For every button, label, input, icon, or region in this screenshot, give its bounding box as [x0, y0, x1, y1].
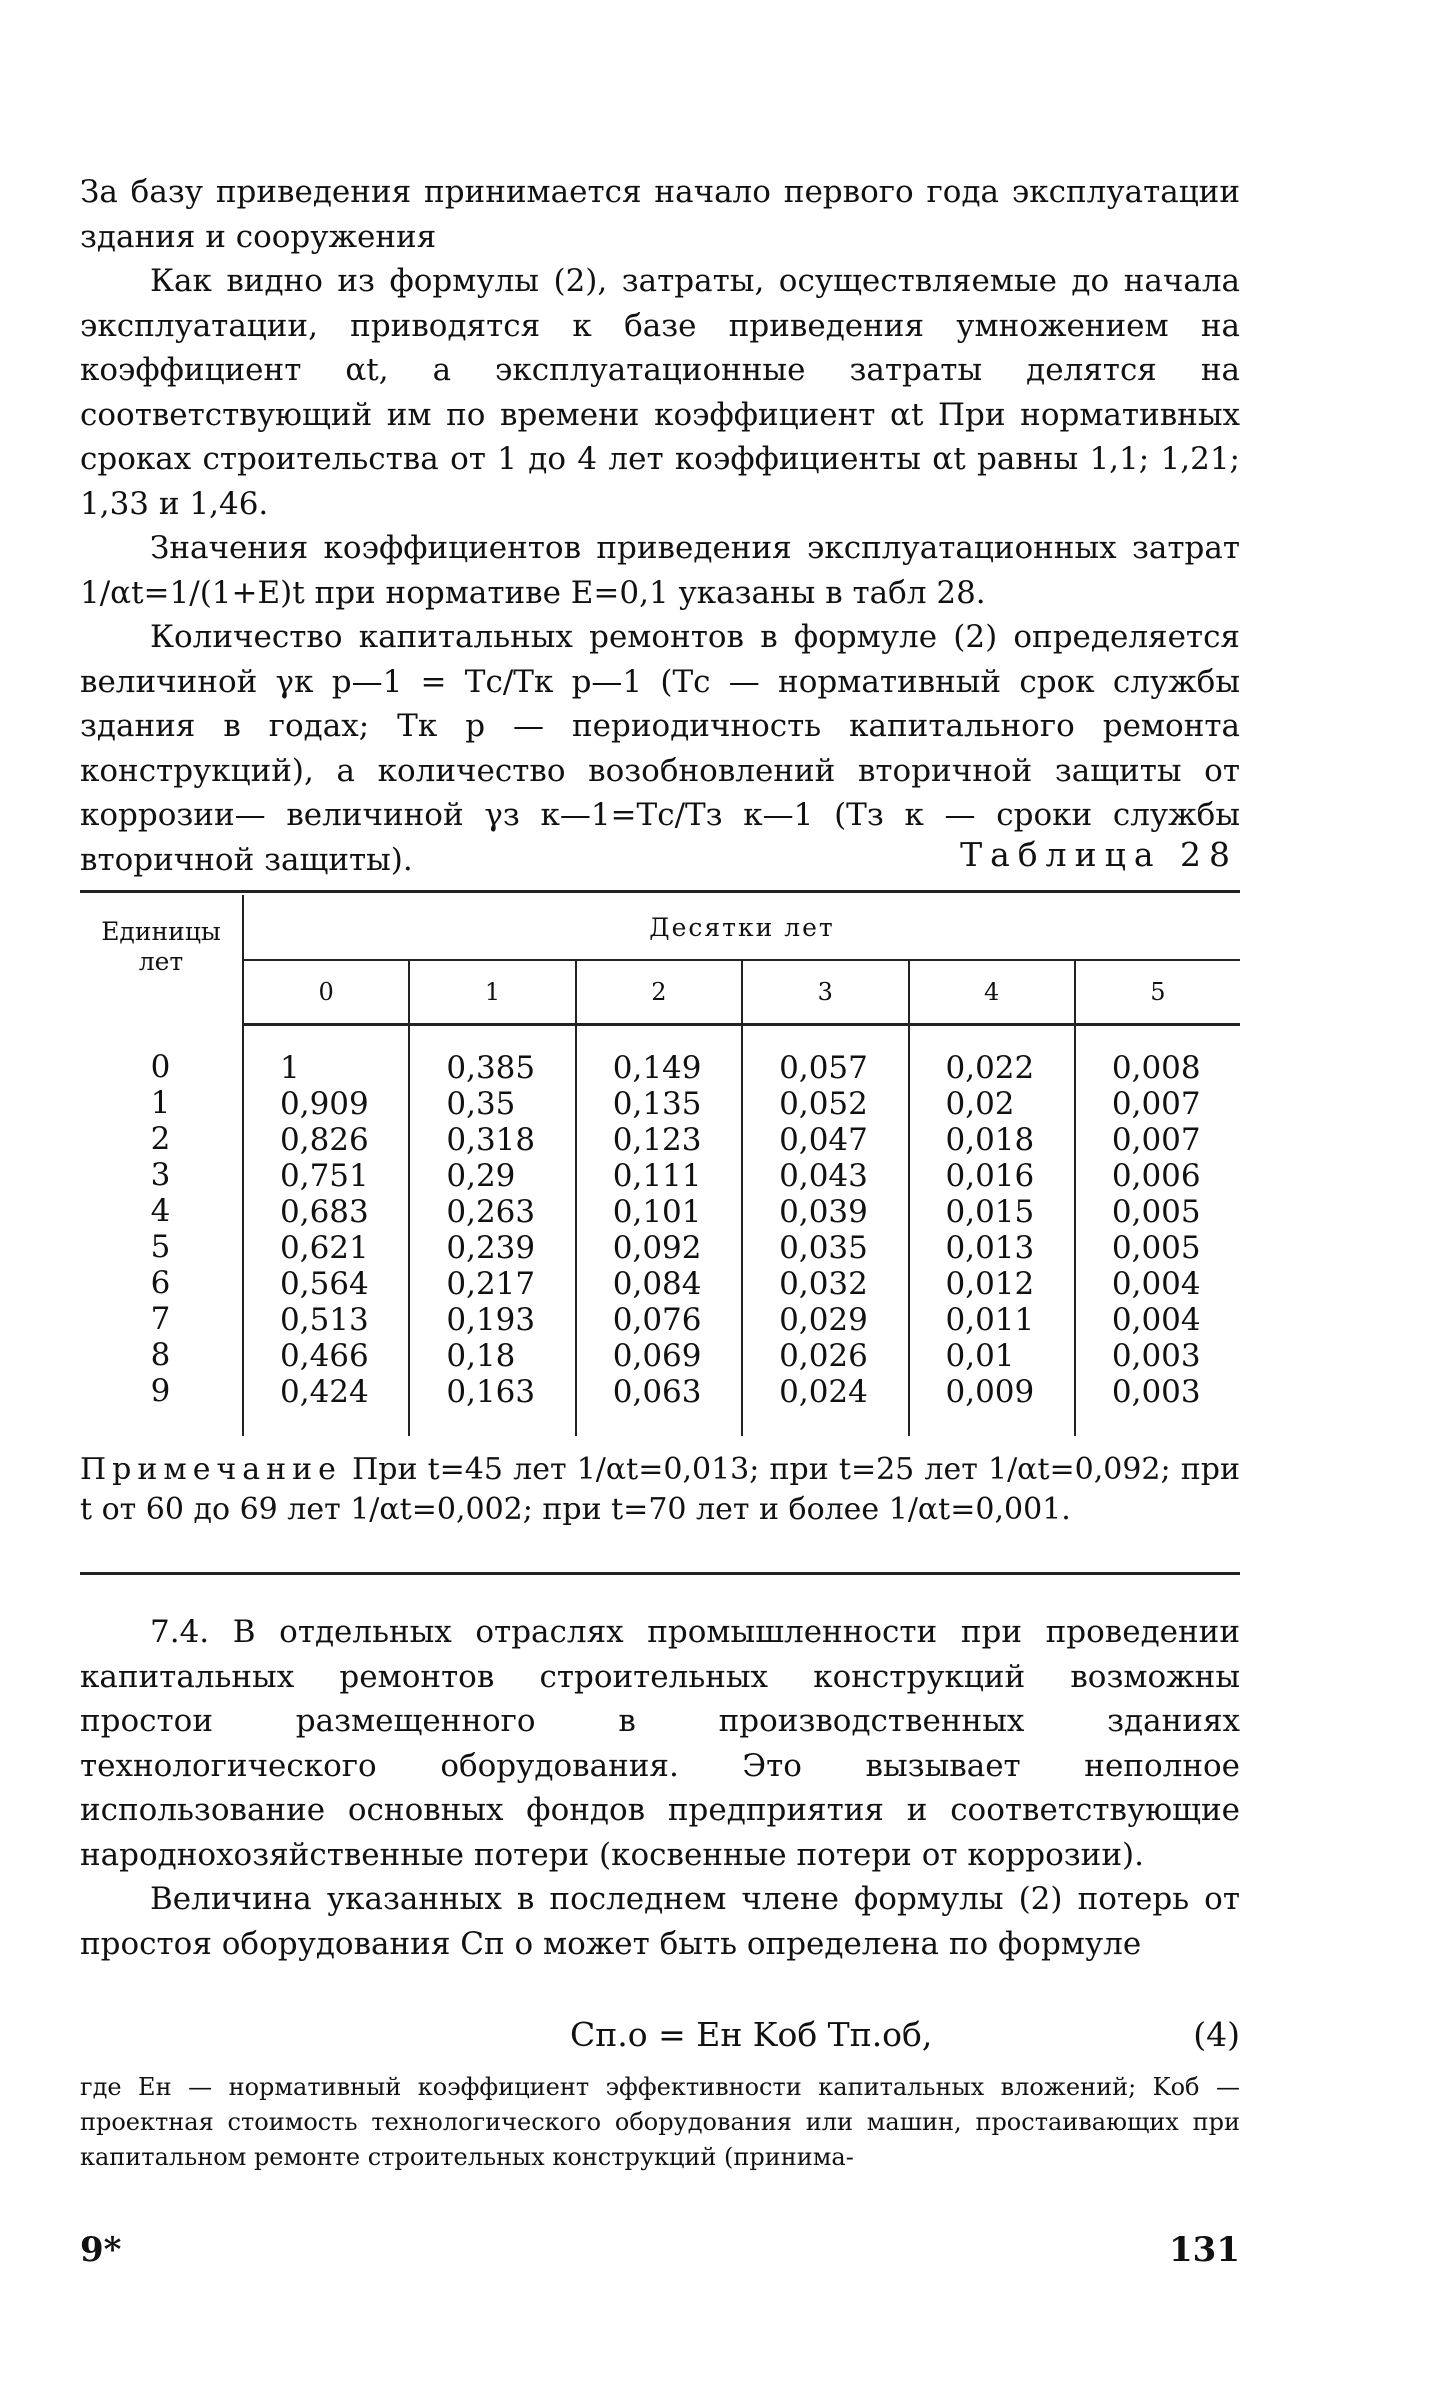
table-cell: 0,101	[612, 1194, 702, 1230]
text-top	[80, 170, 1240, 882]
table-cell: 0,047	[779, 1122, 868, 1158]
paragraph-6: Величина указанных в последнем члене формулы (2) потерь от простоя оборудования Cп о может быть определена по формуле	[80, 1881, 1240, 1962]
table-cell: 1	[280, 1050, 300, 1086]
table-cell: 0,039	[779, 1194, 868, 1230]
table-cell: 0,909	[280, 1086, 369, 1122]
table-cell: 0,032	[779, 1266, 868, 1302]
table-cell: 0,018	[945, 1122, 1035, 1158]
table-cell: 0,007	[1111, 1122, 1201, 1158]
table-cell: 0,013	[945, 1230, 1035, 1266]
signature-mark: 9*	[80, 2230, 122, 2270]
table-cell: 0,466	[280, 1338, 369, 1374]
table-cell: 0,069	[612, 1338, 702, 1374]
table-cell: 0,016	[945, 1158, 1035, 1194]
table-cell: 0,513	[280, 1302, 369, 1338]
table-cell: 0,683	[280, 1194, 369, 1230]
table-cell: 0,003	[1111, 1338, 1201, 1374]
row-label: 5	[150, 1228, 171, 1265]
paragraph-5: 7.4. В отдельных отраслях промышленности при проведении капитальных ремонтов строительных конструкций возможны простои размещенного в производственных зданиях технологического оборудования. Это вызывает неполное использование основных фондов предприятия и соответствующие народнохозяйственные потери (косвенные потери от коррозии).	[80, 1614, 1240, 1873]
row-label: 1	[150, 1084, 171, 1121]
table-cell: 0,029	[779, 1302, 868, 1338]
column-header-5: 5	[1075, 960, 1240, 1025]
table-cell: 0,024	[779, 1374, 868, 1410]
formula-expression: Cп.о = Eн Kоб Tп.об,	[570, 2015, 933, 2054]
table-cell: 0,084	[612, 1266, 702, 1302]
table-cell: 0,005	[1111, 1230, 1201, 1266]
table-cell: 0,29	[446, 1158, 516, 1194]
table-bottom-rule	[80, 1572, 1240, 1575]
decade-column-3	[742, 1025, 908, 1437]
paragraph-3: Значения коэффициентов приведения эксплуатационных затрат 1/αt=1/(1+E)t при нормативе E=0,1 указаны в табл 28.	[80, 530, 1240, 611]
page-number: 131	[1169, 2230, 1240, 2270]
row-label: 7	[150, 1300, 171, 1337]
coefficients-table	[80, 895, 1240, 1436]
formula-number: (4)	[1193, 2015, 1240, 2054]
table-caption: Таблица 28	[960, 835, 1238, 874]
table-cell: 0,004	[1111, 1302, 1201, 1338]
table-cell: 0,092	[612, 1230, 702, 1266]
table-cell: 0,004	[1111, 1266, 1201, 1302]
paragraph-4: Количество капитальных ремонтов в формуле (2) определяется величиной γк р—1 = Tс/Tк р—1 (Tс — нормативный срок службы здания в годах; Tк р — периодичность капитального ремонта конструкций), а количество возобновлений вторичной защиты от коррозии— величиной γз к—1=Tс/Tз к—1 (Tз к — сроки службы вторичной защиты).	[80, 619, 1240, 878]
table-cell: 0,057	[779, 1050, 868, 1086]
units-column	[80, 1025, 243, 1437]
table-cell: 0,111	[612, 1158, 702, 1194]
column-header-2: 2	[576, 960, 742, 1025]
table-cell: 0,149	[612, 1050, 702, 1086]
row-label: 0	[150, 1048, 171, 1085]
note-text: При t=45 лет 1/αt=0,013; при t=25 лет 1/αt=0,092; при t от 60 до 69 лет 1/αt=0,002; при t=70 лет и более 1/αt=0,001.	[80, 1452, 1240, 1527]
table-cell: 0,005	[1111, 1194, 1201, 1230]
units-header: Единицы лет	[80, 895, 243, 1025]
row-label: 9	[150, 1372, 171, 1409]
table-cell: 0,751	[280, 1158, 369, 1194]
row-label: 3	[150, 1156, 171, 1193]
table-cell: 0,02	[945, 1086, 1015, 1122]
table-cell: 0,012	[945, 1266, 1035, 1302]
table-cell: 0,063	[612, 1374, 702, 1410]
decade-column-2	[576, 1025, 742, 1437]
column-header-4: 4	[909, 960, 1075, 1025]
column-header-0: 0	[243, 960, 409, 1025]
table-cell: 0,621	[280, 1230, 369, 1266]
table-cell: 0,163	[446, 1374, 536, 1410]
paragraph-1: За базу приведения принимается начало первого года эксплуатации здания и сооружения	[80, 174, 1240, 255]
decade-column-1	[409, 1025, 575, 1437]
table-cell: 0,135	[612, 1086, 702, 1122]
table-cell: 0,008	[1111, 1050, 1201, 1086]
table-cell: 0,009	[945, 1374, 1035, 1410]
note-label: Примечание	[80, 1452, 342, 1487]
decade-column-0	[243, 1025, 409, 1437]
row-label: 6	[150, 1264, 171, 1301]
table-cell: 0,006	[1111, 1158, 1201, 1194]
table-top-rule	[80, 890, 1240, 893]
table-cell: 0,424	[280, 1374, 369, 1410]
table-note	[80, 1450, 1240, 1530]
table-cell: 0,18	[446, 1338, 516, 1374]
table-cell: 0,193	[446, 1302, 536, 1338]
row-label: 4	[150, 1192, 171, 1229]
row-label: 2	[150, 1120, 171, 1157]
table-cell: 0,052	[779, 1086, 868, 1122]
table-cell: 0,263	[446, 1194, 536, 1230]
table-cell: 0,35	[446, 1086, 516, 1122]
decade-column-4	[909, 1025, 1075, 1437]
column-header-1: 1	[409, 960, 575, 1025]
table-cell: 0,01	[945, 1338, 1015, 1374]
table-cell: 0,076	[612, 1302, 702, 1338]
formula-explanation: где Eн — нормативный коэффициент эффективности капитальных вложений; Kоб — проектная стоимость технологического оборудования или машин, простаивающих при капитальном ремонте строительных конструкций (принима-	[80, 2073, 1240, 2171]
table-cell: 0,239	[446, 1230, 536, 1266]
row-label: 8	[150, 1336, 171, 1373]
table-cell: 0,043	[779, 1158, 868, 1194]
table-cell: 0,026	[779, 1338, 868, 1374]
decade-column-5	[1075, 1025, 1240, 1437]
table-cell: 0,217	[446, 1266, 536, 1302]
paragraph-2: Как видно из формулы (2), затраты, осуществляемые до начала эксплуатации, приводятся к базе приведения умножением на коэффициент αt, а эксплуатационные затраты делятся на соответствующий им по времени коэффициент αt При нормативных сроках строительства от 1 до 4 лет коэффициенты αt равны 1,1; 1,21; 1,33 и 1,46.	[80, 263, 1240, 522]
table-cell: 0,011	[945, 1302, 1035, 1338]
table-cell: 0,035	[779, 1230, 868, 1266]
table-cell: 0,385	[446, 1050, 536, 1086]
table-cell: 0,015	[945, 1194, 1035, 1230]
text-bottom	[80, 1610, 1240, 1966]
table-cell: 0,318	[446, 1122, 536, 1158]
decades-header: Десятки лет	[243, 895, 1240, 960]
table-cell: 0,022	[945, 1050, 1035, 1086]
table-cell: 0,564	[280, 1266, 369, 1302]
table-cell: 0,003	[1111, 1374, 1201, 1410]
table-cell: 0,123	[612, 1122, 702, 1158]
table-cell: 0,007	[1111, 1086, 1201, 1122]
column-header-3: 3	[742, 960, 908, 1025]
table-cell: 0,826	[280, 1122, 369, 1158]
